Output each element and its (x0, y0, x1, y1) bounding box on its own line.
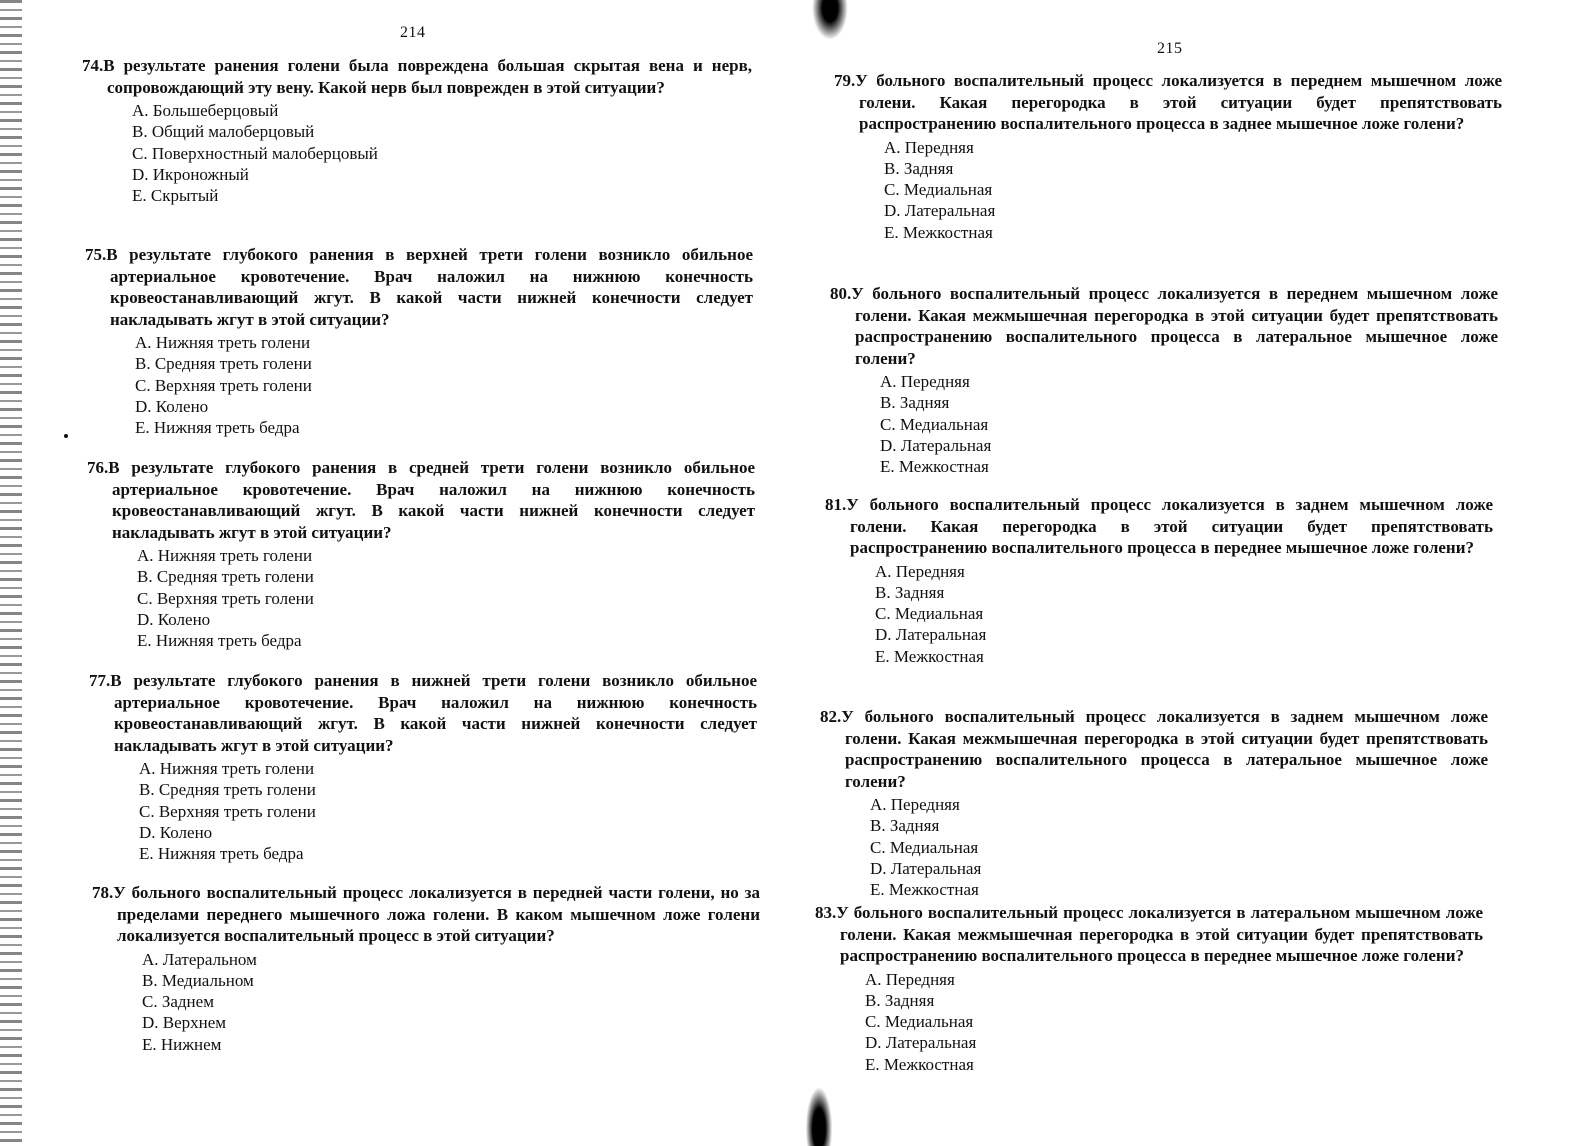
question-78 (92, 882, 760, 1055)
answer-option: B. Задняя (870, 816, 940, 836)
question-80 (830, 283, 1498, 477)
question-75 (85, 244, 753, 438)
question-body: У больного воспалительный процесс локализуется в заднем мышечном ложе голени. Какая межмышечная перегородка в этой ситуации будет препятствовать распространению воспалительного процесса в латеральное мышечное ложе голени? (841, 707, 1488, 791)
answer-option: C. Верхняя треть голени (139, 801, 316, 821)
answer-option: D. Колено (139, 822, 213, 842)
answer-option: E. Межкостная (875, 646, 984, 666)
answer-option: C. Заднем (142, 992, 214, 1012)
answer-option: A. Передняя (884, 137, 974, 157)
answer-option: E. Межкостная (880, 457, 989, 477)
answer-options (92, 949, 760, 1055)
answer-option: B. Задняя (880, 393, 950, 413)
question-body: У больного воспалительный процесс локализуется в переднем мышечном ложе голени. Какая межмышечная перегородка в этой ситуации будет препятствовать распространению воспалительного процесса в латеральное мышечное ложе голени? (851, 284, 1498, 368)
answer-option: A. Нижняя треть голени (135, 333, 311, 352)
answer-option: E. Межкостная (884, 222, 993, 242)
answer-option: D. Икроножный (132, 164, 249, 184)
answer-option: C. Поверхностный малоберцовый (132, 143, 378, 163)
answer-option: D. Верхнем (142, 1013, 227, 1033)
question-number: 82. (820, 707, 842, 726)
answer-options (82, 100, 752, 206)
question-77 (89, 670, 757, 864)
right-page (800, 0, 1591, 1146)
answer-options (830, 371, 1498, 477)
question-79 (834, 70, 1502, 243)
question-body: В результате глубокого ранения в средней трети голени возникло обильное артериальное кровотечение. Врач наложил на нижнюю конечность кровеостанавливающий жгут. В какой части нижней конечности следует накладывать жгут в этой ситуации? (108, 458, 755, 542)
answer-option: D. Колено (135, 396, 209, 416)
answer-option: C. Верхняя треть голени (137, 588, 314, 608)
answer-option: B. Общий малоберцовый (132, 122, 315, 142)
question-body: В результате ранения голени была повреждена большая скрытая вена и нерв, сопровождающий эту вену. Какой нерв был поврежден в этой ситуации? (103, 56, 752, 97)
answer-option: E. Скрытый (132, 186, 219, 206)
question-number: 83. (815, 903, 837, 922)
answer-option: B. Задняя (884, 158, 954, 178)
question-body: У больного воспалительный процесс локализуется в заднем мышечном ложе голени. Какая перегородка в этой ситуации будет препятствовать распространению воспалительного процесса в переднее мышечное ложе голени? (846, 495, 1493, 557)
answer-options (825, 561, 1493, 667)
answer-options (87, 545, 755, 651)
question-82 (820, 706, 1488, 900)
question-text (815, 902, 1483, 967)
question-number: 79. (834, 71, 856, 90)
question-number: 75. (85, 245, 107, 264)
answer-option: B. Задняя (875, 582, 945, 602)
question-81 (825, 494, 1493, 667)
question-text (82, 55, 752, 98)
question-text (830, 283, 1498, 369)
answer-option: A. Передняя (880, 372, 970, 391)
question-number: 74. (82, 56, 104, 75)
answer-option: D. Латеральная (884, 201, 996, 221)
answer-option: A. Большеберцовый (132, 101, 279, 120)
question-text (820, 706, 1488, 792)
answer-option: D. Латеральная (865, 1033, 977, 1053)
answer-option: B. Средняя треть голени (137, 567, 314, 587)
answer-option: C. Верхняя треть голени (135, 375, 312, 395)
question-body: В результате глубокого ранения в верхней трети голени возникло обильное артериальное кровотечение. Врач наложил на нижнюю конечность кровеостанавливающий жгут. В какой части нижней конечности следует накладывать жгут в этой ситуации? (106, 245, 753, 329)
answer-option: A. Латеральном (142, 949, 257, 969)
answer-option: C. Медиальная (865, 1012, 974, 1032)
answer-option: E. Нижняя треть бедра (135, 418, 300, 438)
question-body: У больного воспалительный процесс локализуется в передней части голени, но за пределами переднего мышечного ложа голени. В каком мышечном ложе голени локализуется воспалительный процесс в этой ситуации? (113, 883, 760, 945)
answer-options (815, 969, 1483, 1075)
answer-option: A. Нижняя треть голени (139, 759, 315, 778)
question-number: 77. (89, 671, 111, 690)
answer-option: A. Передняя (870, 795, 960, 814)
question-number: 76. (87, 458, 109, 477)
answer-option: B. Задняя (865, 990, 935, 1010)
question-text (825, 494, 1493, 559)
question-text (85, 244, 753, 330)
answer-option: A. Нижняя треть голени (137, 546, 313, 565)
answer-options (834, 137, 1502, 243)
question-text (89, 670, 757, 756)
answer-option: E. Нижняя треть бедра (137, 631, 302, 651)
answer-option: C. Медиальная (880, 414, 989, 434)
answer-option: D. Латеральная (880, 435, 992, 455)
answer-option: A. Передняя (875, 561, 965, 581)
question-76 (87, 457, 755, 651)
question-body: В результате глубокого ранения в нижней трети голени возникло обильное артериальное кровотечение. Врач наложил на нижнюю конечность кровеостанавливающий жгут. В какой части нижней конечности следует накладывать жгут в этой ситуации? (110, 671, 757, 755)
page-number: 215 (1157, 40, 1183, 57)
answer-option: B. Медиальном (142, 970, 254, 990)
answer-option: B. Средняя треть голени (135, 354, 312, 374)
question-74 (82, 55, 752, 206)
question-number: 81. (825, 495, 847, 514)
question-number: 80. (830, 284, 852, 303)
answer-option: E. Нижняя треть бедра (139, 844, 304, 864)
answer-options (820, 794, 1488, 900)
answer-option: C. Медиальная (875, 604, 984, 624)
answer-option: E. Межкостная (865, 1054, 974, 1074)
question-text (834, 70, 1502, 135)
answer-options (89, 758, 757, 864)
answer-option: D. Латеральная (870, 858, 982, 878)
answer-option: A. Передняя (865, 969, 955, 989)
page-number: 214 (400, 24, 426, 41)
question-83 (815, 902, 1483, 1075)
answer-option: E. Межкостная (870, 880, 979, 900)
answer-option: D. Латеральная (875, 625, 987, 645)
question-number: 78. (92, 883, 114, 902)
question-text (92, 882, 760, 947)
answer-option: C. Медиальная (884, 180, 993, 200)
answer-option: C. Медиальная (870, 837, 979, 857)
answer-option: E. Нижнем (142, 1034, 222, 1054)
answer-option: B. Средняя треть голени (139, 780, 316, 800)
answer-option: D. Колено (137, 609, 211, 629)
question-text (87, 457, 755, 543)
answer-options (85, 332, 753, 438)
question-body: У больного воспалительный процесс локализуется в латеральном мышечном ложе голени. Какая межмышечная перегородка в этой ситуации будет препятствовать распространению воспалительного процесса в переднее мышечное ложе голени? (836, 903, 1483, 965)
question-body: У больного воспалительный процесс локализуется в переднем мышечном ложе голени. Какая перегородка в этой ситуации будет препятствовать распространению воспалительного процесса в заднее мышечное ложе голени? (855, 71, 1502, 133)
